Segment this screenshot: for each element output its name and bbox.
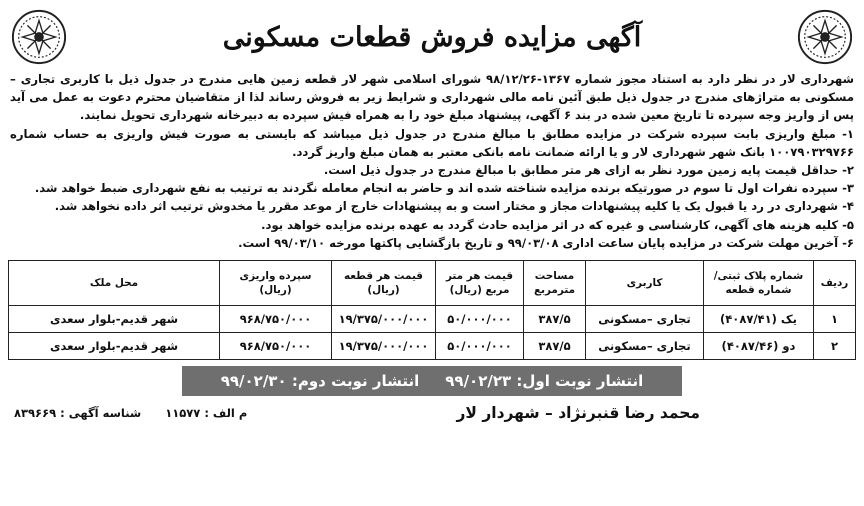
table-cell: تجاری –مسکونی [586,333,704,360]
condition-item: ۳- سپرده نفرات اول تا سوم در صورتیکه برنده مزایده شناخته شده اند و حاضر به انجام معامله نگردند به ترتیب به نفع شهرداری ضبط خواهد شد. [34,181,854,196]
column-header: قیمت هر متر مربع (ریال) [436,261,524,306]
notice-header [8,6,856,68]
table-cell: شهر قدیم-بلوار سعدی [9,306,220,333]
table-cell: ۳۸۷/۵ [524,333,586,360]
table-cell: ۱۹/۳۷۵/۰۰۰/۰۰۰ [332,306,436,333]
municipality-emblem-icon [10,8,68,66]
table-cell: ۵۰/۰۰۰/۰۰۰ [436,306,524,333]
publication-dates-bar [182,366,682,396]
table-cell: ۹۶۸/۷۵۰/۰۰۰ [220,306,332,333]
column-header: قیمت هر قطعه (ریال) [332,261,436,306]
table-header-row [9,261,856,306]
condition-item: ۴- شهرداری در رد یا قبول یک یا کلیه پیشنهادات مجاز و مختار است و به پیشنهادات خارج از موعد مقرر یا مخدوش ترتیب اثر داده نخواهد شد. [54,199,854,214]
table-cell: شهر قدیم-بلوار سعدی [9,333,220,360]
column-header: مساحت مترمربع [524,261,586,306]
notice-body [10,70,854,252]
column-header: محل ملک [9,261,220,306]
auction-notice [8,6,856,492]
table-cell: دو (۴۰۸۷/۴۶) [704,333,814,360]
table-cell: تجاری –مسکونی [586,306,704,333]
plots-table [8,260,856,360]
table-cell: یک (۴۰۸۷/۴۱) [704,306,814,333]
notice-intro: شهرداری لار در نظر دارد به استناد مجوز شماره ۱۳۶۷-۹۸/۱۲/۲۶ شورای اسلامی شهر لار قطعه زمین هایی مندرج در جدول ذیل با کاربری تجاری – مسکونی به متراژهای مندرج در جدول ذیل طبق آئین نامه مالی شهرداری و شرایط زیر به فروش رساند لذا از متقاضیان محترم دعوت به عمل می آید پس از واریز وجه سپرده تا تاریخ معین شده در بند ۶ آگهی، پیشنهاد مبلغ خود را به همراه فیش سپرده به دبیرخانه شهرداری تحویل نمایند. [10,72,854,123]
condition-item: ۲- حداقل قیمت پایه زمین مورد نظر به ازای هر متر مطابق با مبالغ مندرج در جدول ذیل است. [323,163,854,178]
table-cell: ۲ [814,333,856,360]
table-row [9,306,856,333]
column-header: شماره پلاک ثبتی/ شماره قطعه [704,261,814,306]
table-cell: ۵۰/۰۰۰/۰۰۰ [436,333,524,360]
condition-item: ۶- آخرین مهلت شرکت در مزایده پایان ساعت اداری ۹۹/۰۳/۰۸ و تاریخ بازگشایی پاکتها مورخه ۹۹/۰۳/۱۰ است. [238,235,854,250]
notice-footer [8,404,856,422]
table-cell: ۱۹/۳۷۵/۰۰۰/۰۰۰ [332,333,436,360]
ad-id: شناسه آگهی : ۸۳۹۶۶۹ [14,406,142,421]
table-cell: ۱ [814,306,856,333]
table-cell: ۹۶۸/۷۵۰/۰۰۰ [220,333,332,360]
first-publication-date: انتشار نوبت اول: ۹۹/۰۲/۲۳ [445,372,644,391]
condition-item: ۱- مبلغ واریزی بابت سپرده شرکت در مزایده مطابق با مبالغ مندرج در جدول ذیل میباشد که بایستی به صورت فیش واریزی به حساب شماره ۱۰۰۷۹۰۳۲۹۷۶۶ بانک شهر شهرداری لار و یا ارائه ضمانت نامه بانکی معتبر به همان مبلغ واریز گردد. [10,126,854,159]
reference-numbers [14,406,247,420]
column-header: ردیف [814,261,856,306]
letter-number: م الف : ۱۱۵۷۷ [165,406,248,421]
condition-item: ۵- کلیه هزینه های آگهی، کارشناسی و غیره که در اثر مزایده حادث گردد به عهده برنده مزایده خواهد بود. [261,217,854,232]
table-cell: ۳۸۷/۵ [524,306,586,333]
signer-name: محمد رضا قنبرنژاد – شهردار لار [456,404,700,423]
notice-title: آگهی مزایده فروش قطعات مسکونی [222,21,642,53]
municipality-emblem-icon [796,8,854,66]
column-header: سپرده واریزی (ریال) [220,261,332,306]
column-header: کاربری [586,261,704,306]
table-row [9,333,856,360]
second-publication-date: انتشار نوبت دوم: ۹۹/۰۲/۳۰ [220,372,420,391]
